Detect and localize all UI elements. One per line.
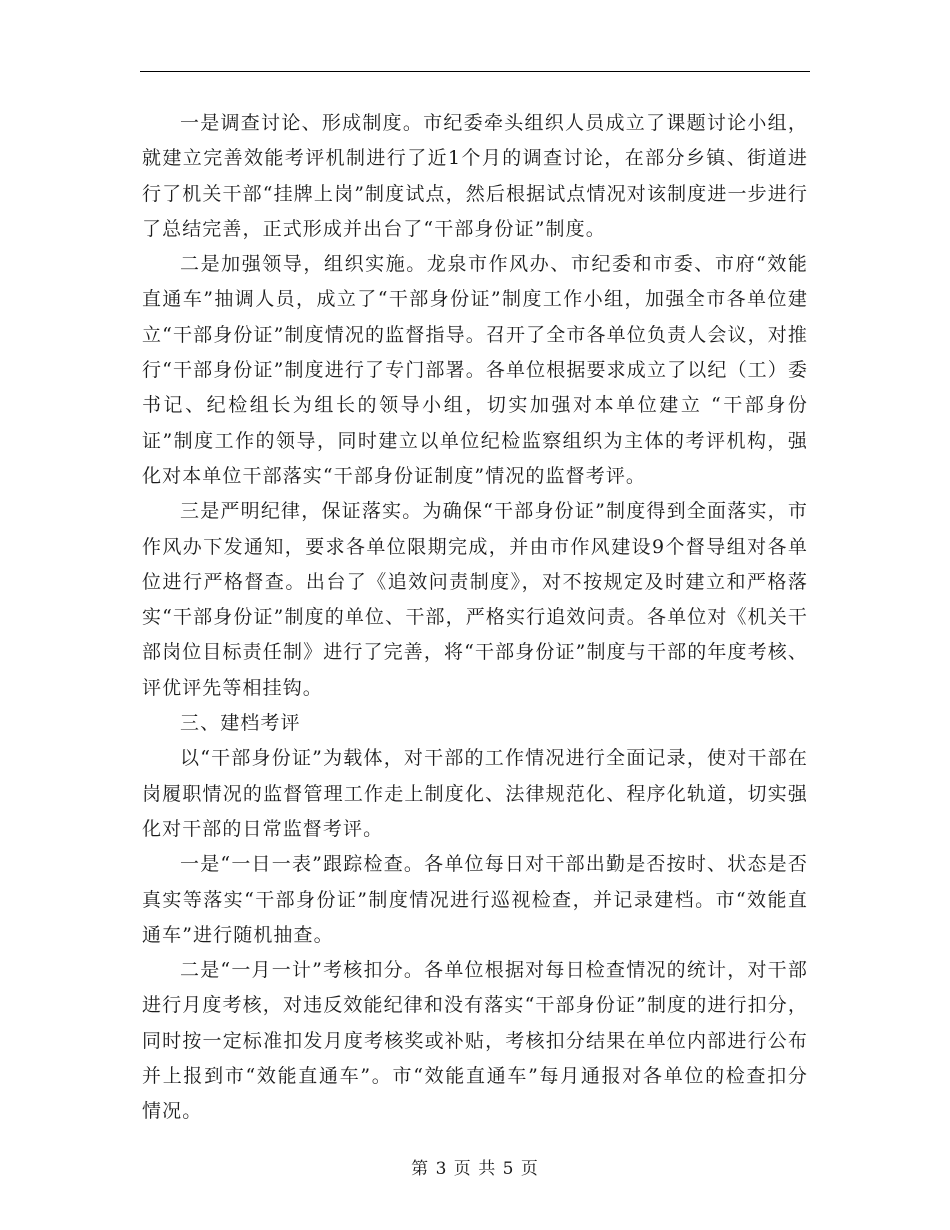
paragraph-4: 以“干部身份证”为载体，对干部的工作情况进行全面记录，使对干部在岗履职情况的监督管理工作走上制度化、法律规范化、程序化轨道，切实强化对干部的日常监督考评。: [142, 747, 808, 840]
paragraph-3: 三是严明纪律，保证落实。为确保“干部身份证”制度得到全面落实，市作风办下发通知，要求各单位限期完成，并由市作风建设9个督导组对各单位进行严格督查。出台了《追效问责制度》，对不按规定及时建立和严格落实“干部身份证”制度的单位、干部，严格实行追效问责。各单位对《机关干部岗位目标责任制》进行了完善，将“干部身份证”制度与干部的年度考核、评优评先等相挂钩。: [142, 500, 808, 699]
paragraph-2: 二是加强领导，组织实施。龙泉市作风办、市纪委和市委、市府“效能直通车”抽调人员，成立了“干部身份证”制度工作小组，加强全市各单位建立“干部身份证”制度情况的监督指导。召开了全市各单位负责人会议，对推行“干部身份证”制度进行了专门部署。各单位根据要求成立了以纪（工）委书记、纪检组长为组长的领导小组，切实加强对本单位建立 “干部身份证”制度工作的领导，同时建立以单位纪检监察组织为主体的考评机构，强化对本单位干部落实“干部身份证制度”情况的监督考评。: [142, 253, 808, 487]
document-body: [142, 106, 808, 1130]
page-number: 第 3 页 共 5 页: [411, 1159, 539, 1179]
paragraph-1: 一是调查讨论、形成制度。市纪委牵头组织人员成立了课题讨论小组，就建立完善效能考评机制进行了近1个月的调查讨论，在部分乡镇、街道进行了机关干部“挂牌上岗”制度试点，然后根据试点情况对该制度进一步进行了总结完善，正式形成并出台了“干部身份证”制度。: [142, 112, 808, 240]
paragraph-5: 一是“一日一表”跟踪检查。各单位每日对干部出勤是否按时、状态是否真实等落实“干部身份证”制度情况进行巡视检查，并记录建档。市“效能直通车”进行随机抽查。: [142, 853, 808, 946]
section-heading: 三、建档考评: [180, 712, 301, 735]
paragraph-6: 二是“一月一计”考核扣分。各单位根据对每日检查情况的统计，对干部进行月度考核，对违反效能纪律和没有落实“干部身份证”制度的进行扣分，同时按一定标准扣发月度考核奖或补贴，考核扣分结果在单位内部进行公布并上报到市“效能直通车”。市“效能直通车”每月通报对各单位的检查扣分情况。: [142, 959, 808, 1123]
header-rule: [140, 71, 810, 72]
